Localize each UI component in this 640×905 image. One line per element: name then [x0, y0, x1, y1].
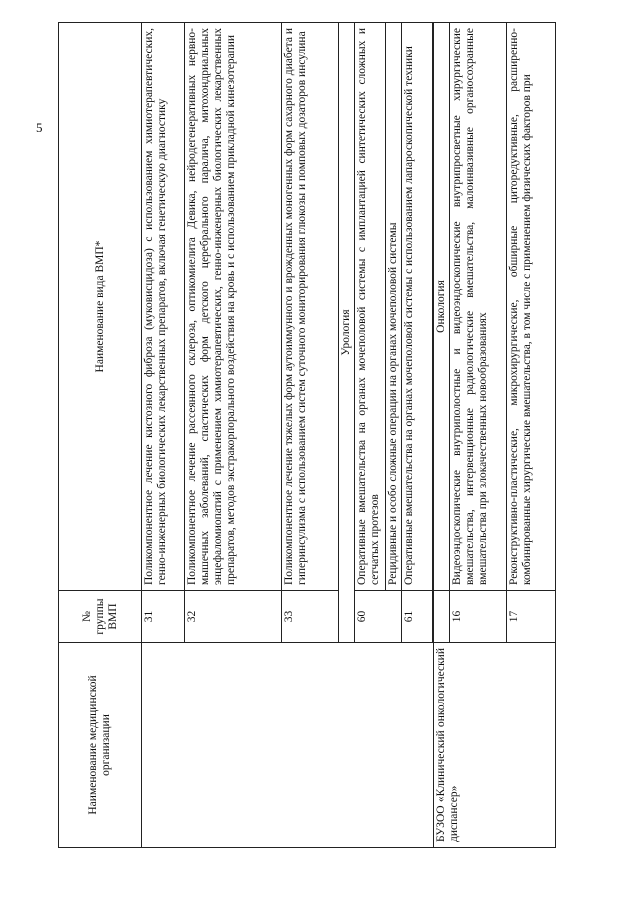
- page-number: 5: [36, 120, 43, 135]
- vmp-name-cell: Поликомпонентное лечение рассеянного склероза, оптикомиелита Девика, нейродегенеративных нервно-мышечных заболеваний, спастических форм детского церебрального паралича, митохондриальных энцефаломиопатий с применением химиотерапевтических, генно-инженерных биологических лекарственных препаратов, методов экстракорпорального воздействия на кровь и с использованием прикладной кинезотерапии: [185, 23, 282, 591]
- vmp-name-cell: Оперативные вмешательства на органах мочеполовой системы с имплантацией синтетических сложных и сетчатых протезов: [355, 23, 386, 591]
- rotated-table-container: [58, 23, 568, 848]
- table-header-row: [59, 23, 142, 848]
- header-group-number: № группы ВМП: [59, 591, 142, 643]
- vmp-name-cell: Рецидивные и особо сложные операции на органах мочеполовой системы: [386, 23, 402, 591]
- vmp-name-cell: Реконструктивно-пластические, микрохирургические, обширные циторедуктивные, расширенно-комбинированные хирургические вмешательства, в том числе с применением физических факторов при: [507, 23, 556, 591]
- vmp-name-cell: Поликомпонентное лечение кистозного фиброза (муковисцидоза) с использованием химиотерапевтических, генно-инженерных биологических лекарственных препаратов, включая генетическую диагностику: [142, 23, 185, 591]
- group-number-cell: 32: [185, 591, 282, 643]
- group-number-cell: 16: [450, 591, 507, 643]
- group-number-cell: 31: [142, 591, 185, 643]
- group-number-cell: 33: [282, 591, 339, 643]
- table-row: [142, 23, 185, 848]
- organization-cell: БУЗОО «Клинический онкологический диспансер»: [434, 643, 556, 848]
- table-row: [434, 23, 450, 848]
- header-vmp-name: Наименование вида ВМП*: [59, 23, 142, 591]
- header-organization: Наименование медицинской организации: [59, 643, 142, 848]
- group-number-cell: 17: [507, 591, 556, 643]
- group-number-cell-empty: [434, 591, 450, 643]
- vmp-table: [58, 22, 556, 848]
- group-number-cell: 61: [402, 591, 433, 643]
- organization-cell-empty: [142, 643, 434, 848]
- group-number-cell: 60: [355, 591, 402, 643]
- vmp-name-cell: Оперативные вмешательства на органах мочеполовой системы с использованием лапароскопической техники: [402, 23, 433, 591]
- vmp-name-cell: Поликомпонентное лечение тяжелых форм аутоиммунного и врожденных моногенных форм сахарного диабета и гиперинсулизма с использованием систем суточного мониторирования глюкозы и помповых дозаторов инсулина: [282, 23, 339, 591]
- section-oncology: Онкология: [434, 23, 450, 591]
- vmp-name-cell: Видеоэндоскопические внутриполостные и видеоэндоскопические внутрипросветные хирургические вмешательства, интервенционные радиологические вмешательства, малоинвазивные органосохранные вмешательства при злокачественных новообразованиях: [450, 23, 507, 591]
- section-urology: Урология: [339, 23, 355, 643]
